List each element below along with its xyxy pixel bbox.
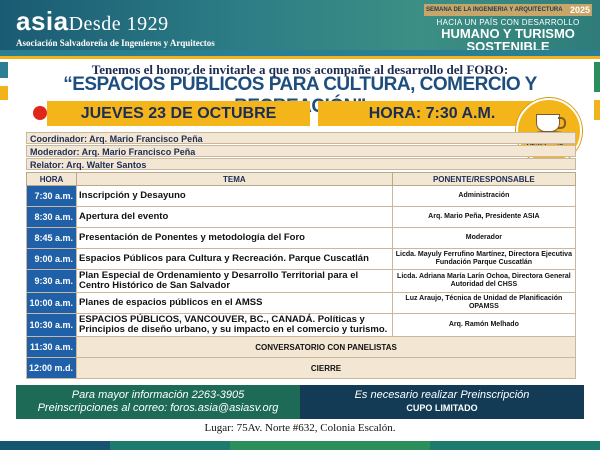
agenda-row [27,314,576,337]
agenda-row [27,358,576,379]
row-hora: 9:30 a.m. [27,270,77,293]
coffee-cup-icon [536,114,560,132]
row-hora: 8:45 a.m. [27,228,77,249]
asia-logo [16,8,215,48]
time-label: HORA: 7:30 A.M. [318,101,546,126]
row-hora: 9:00 a.m. [27,249,77,270]
left-deco-bar [0,62,8,78]
semana-line3: SOSTENIBLE [466,39,550,50]
row-tema: Planes de espacios públicos en el AMSS [77,293,393,314]
row-hora: 10:00 a.m. [27,293,77,314]
semana-year: 2025 [569,5,590,15]
row-hora: 12:00 m.d. [27,358,77,379]
cupo-limitado: CUPO LIMITADO [406,403,478,413]
forum-title: “ESPACIOS PÚBLICOS PARA CULTURA, COMERCIO Y [63,74,537,95]
red-dot-icon [33,106,47,120]
logo-subtitle: Asociación Salvadoreña de Ingenieros y Arquitectos [16,38,215,48]
agenda-table [26,172,576,379]
row-span-label: CIERRE [77,358,576,379]
header-ponente: PONENTE/RESPONSABLE [392,173,575,186]
row-tema: ESPACIOS PÚBLICOS, VANCOUVER, BC., CANADÁ. Políticas y Principios de diseño urbano, y su impacto en el comercio y turismo. [77,314,393,337]
bottom-bar-segment [230,441,430,450]
venue-address: Lugar: 75Av. Norte #632, Colonia Escalón. [204,422,396,434]
row-ponente: Administración [392,186,575,207]
agenda-row [27,207,576,228]
agenda-row [27,249,576,270]
header-hora: HORA [27,173,77,186]
row-hora: 10:30 a.m. [27,314,77,337]
semana-bar [424,4,592,16]
coffee-cup-handle [558,117,566,129]
row-ponente: Luz Araujo, Técnica de Unidad de Planificación OPAMSS [392,293,575,314]
agenda-row [27,186,576,207]
invitation-text: Tenemos el honor de invitarle a que nos acompañe al desarrollo del FORO: [91,62,509,77]
header-accent-strip [0,56,600,59]
bottom-bar [0,441,600,450]
semana-bar-text: SEMANA DE LA INGENIERIA Y ARQUITECTURA [426,7,563,13]
row-ponente: Arq. Mario Peña, Presidente ASIA [392,207,575,228]
row-ponente: Arq. Ramón Melhado [392,314,575,337]
left-deco-bar [0,86,8,100]
bottom-bar-segment [0,441,110,450]
agenda-row [27,293,576,314]
row-tema: Plan Especial de Ordenamiento y Desarrollo Territorial para el Centro Histórico de San Salvador [77,270,393,293]
contact-info-box [16,385,300,419]
row-ponente: Moderador [392,228,575,249]
row-tema: Inscripción y Desayuno [77,186,393,207]
right-deco-bar [594,62,600,92]
semana-line1: HACIA UN PAÍS CON DESARROLLO [436,18,580,27]
logo-name: asia [16,6,69,36]
right-deco-bar [594,100,600,120]
header-tema: TEMA [77,173,393,186]
row-hora: 7:30 a.m. [27,186,77,207]
agenda-row [27,337,576,358]
agenda-row [27,228,576,249]
info-phone: Para mayor información 2263-3905 [71,389,245,401]
row-tema: Presentación de Ponentes y metodología del Foro [77,228,393,249]
info-email: Preinscripciones al correo: foros.asia@asiasv.org [37,402,279,414]
row-ponente: Licda. Mayuly Ferrufino Martínez, Directora Ejecutiva Fundación Parque Cuscatlán [392,249,575,270]
row-ponente: Licda. Adriana María Larín Ochoa, Directora General Autoridad del CHSS [392,270,575,293]
row-tema: Espacios Públicos para Cultura y Recreación. Parque Cuscatlán [77,249,393,270]
agenda-row [27,270,576,293]
row-hora: 8:30 a.m. [27,207,77,228]
agenda-header-row [27,173,576,186]
preinscription-box [300,385,584,419]
row-hora: 11:30 a.m. [27,337,77,358]
semana-line2: HUMANO Y TURISMO [441,26,575,41]
relator-row: Relator: Arq. Walter Santos [26,158,576,170]
row-tema: Apertura del evento [77,207,393,228]
header-banner [0,0,600,50]
coordinador-row: Coordinador: Arq. Mario Francisco Peña [26,132,576,144]
row-span-label: CONVERSATORIO CON PANELISTAS [77,337,576,358]
preinscription-note: Es necesario realizar Preinscripción [354,389,530,401]
moderador-row: Moderador: Arq. Mario Francisco Peña [26,145,576,157]
date-label: JUEVES 23 DE OCTUBRE [47,101,310,126]
logo-since: Desde 1929 [68,13,169,35]
semana-ingenieria-block [424,4,592,50]
